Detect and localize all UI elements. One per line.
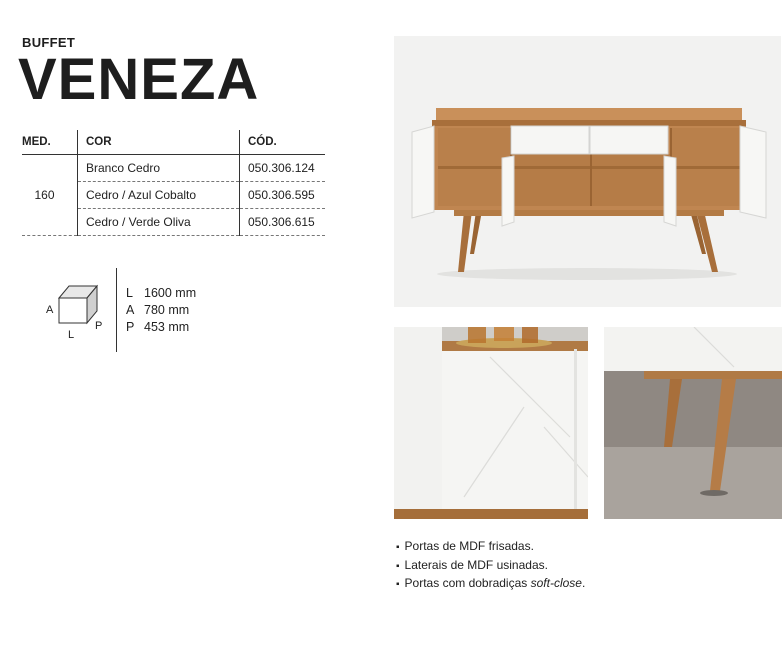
size-cell: 160 xyxy=(22,155,78,236)
table-row xyxy=(22,155,325,182)
cube-icon xyxy=(44,280,114,350)
color-cell: Cedro / Verde Oliva xyxy=(78,209,240,236)
product-photo-main xyxy=(394,36,781,307)
column-header-med: MED. xyxy=(22,130,78,155)
column-header-cor: COR xyxy=(78,130,240,155)
feature-item: ▪ Laterais de MDF usinadas. xyxy=(396,557,585,576)
column-header-cod: CÓD. xyxy=(240,130,326,155)
feature-item: ▪ Portas com dobradiças soft-close. xyxy=(396,575,585,594)
spec-table xyxy=(22,130,325,236)
product-photo-detail-legs xyxy=(604,327,782,519)
dimension-list xyxy=(126,285,196,336)
door-detail-image xyxy=(394,327,588,519)
dimension-label-p: P xyxy=(95,320,103,332)
buffet-image xyxy=(394,36,781,307)
dimension-diagram xyxy=(44,280,114,350)
product-title: VENEZA xyxy=(18,47,260,112)
category-label: BUFFET xyxy=(22,35,76,50)
color-cell: Cedro / Azul Cobalto xyxy=(78,182,240,209)
code-cell: 050.306.615 xyxy=(240,209,326,236)
table-header-row xyxy=(22,130,325,155)
dimension-item: P 453 mm xyxy=(126,320,190,334)
code-cell: 050.306.595 xyxy=(240,182,326,209)
dimension-item: A 780 mm xyxy=(126,303,190,317)
color-cell: Branco Cedro xyxy=(78,155,240,182)
dimension-item: L 1600 mm xyxy=(126,286,197,300)
code-cell: 050.306.124 xyxy=(240,155,326,182)
leg-detail-image xyxy=(604,327,782,519)
feature-list xyxy=(396,538,585,594)
dimension-label-a: A xyxy=(46,304,54,316)
product-photo-detail-doors xyxy=(394,327,588,519)
divider xyxy=(116,268,117,352)
dimension-label-l: L xyxy=(68,329,75,341)
feature-item: ▪ Portas de MDF frisadas. xyxy=(396,538,585,557)
